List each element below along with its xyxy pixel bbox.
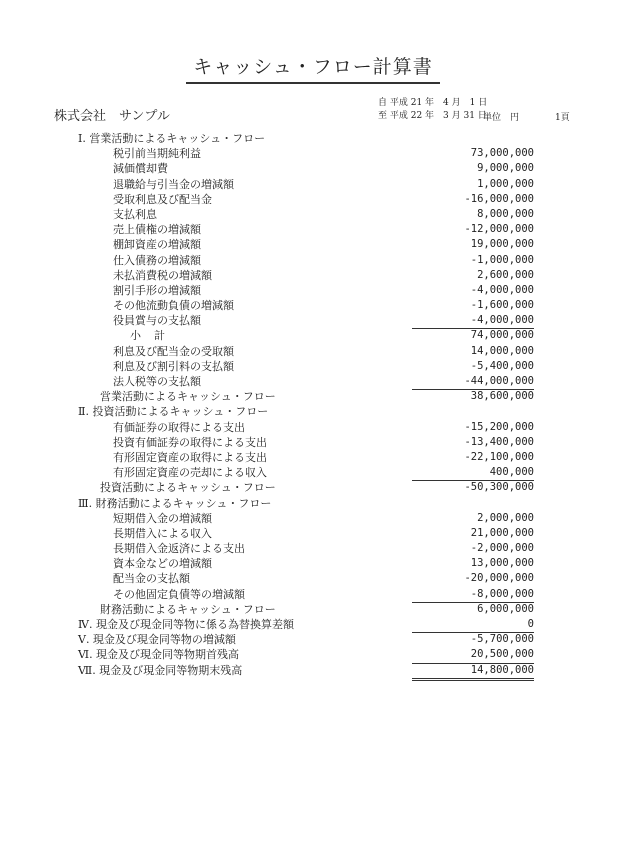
page-number: 1頁 (555, 113, 570, 123)
line-item-row (0, 511, 618, 526)
row-amount: -8,000,000 (412, 587, 534, 603)
line-item-row (0, 298, 618, 313)
row-label: 資本金などの増減額 (113, 557, 212, 571)
row-label: 営業活動によるキャッシュ・フロー (100, 390, 276, 404)
line-item-row (0, 374, 618, 389)
row-label: 長期借入による収入 (113, 526, 212, 540)
line-item-row (0, 237, 618, 252)
row-label: 減価償却費 (113, 162, 168, 176)
section-row (0, 496, 618, 511)
row-amount: -2,000,000 (470, 542, 534, 555)
row-amount: 2,000,000 (477, 511, 534, 524)
row-amount: 74,000,000 (470, 329, 534, 342)
row-label: 利息及び配当金の受取額 (113, 344, 234, 358)
row-label: 法人税等の支払額 (113, 375, 201, 388)
period-from: 自 平成 21 年 4 月 1 日 (378, 98, 488, 108)
row-amount: 20,500,000 (412, 647, 534, 663)
row-label: 未払消費税の増減額 (113, 268, 212, 282)
row-label: Ⅱ. 投資活動によるキャッシュ・フロー (78, 405, 269, 419)
line-item-row (0, 253, 618, 268)
row-amount: -20,000,000 (464, 572, 534, 585)
row-label: 受取利息及び配当金 (113, 192, 212, 206)
row-label: Ⅰ. 営業活動によるキャッシュ・フロー (78, 132, 266, 145)
row-amount: 19,000,000 (470, 238, 534, 251)
row-label: 支払利息 (113, 207, 157, 221)
line-item-row (0, 541, 618, 556)
row-label: 税引前当期純利益 (113, 147, 201, 161)
row-label: 配当金の支払額 (113, 572, 190, 586)
line-item-row (0, 207, 618, 222)
unit-label: 単位 円 (483, 113, 520, 123)
section-row (0, 632, 618, 647)
row-label: 売上債権の増減額 (113, 223, 201, 237)
row-amount: 400,000 (412, 465, 534, 481)
row-label: その他固定負債等の増減額 (113, 587, 245, 601)
statement-table (0, 131, 618, 678)
row-label: 利息及び割引料の支払額 (113, 359, 234, 373)
section-row (0, 131, 618, 146)
line-item-row (0, 192, 618, 207)
row-amount: 0 (412, 617, 534, 633)
row-amount: 73,000,000 (470, 147, 534, 160)
row-amount: -5,700,000 (470, 633, 534, 646)
row-label: 小計 (130, 329, 178, 343)
line-item-row (0, 526, 618, 541)
row-amount: 6,000,000 (477, 602, 534, 615)
row-label: 財務活動によるキャッシュ・フロー (100, 602, 276, 616)
row-label: 有形固定資産の売却による収入 (113, 466, 267, 480)
row-amount: 14,000,000 (470, 344, 534, 357)
row-label: 役員賞与の支払額 (113, 314, 201, 328)
row-amount: -4,000,000 (412, 313, 534, 329)
row-amount: -5,400,000 (470, 359, 534, 372)
line-item-row (0, 556, 618, 571)
row-label: 有価証券の取得による支出 (113, 420, 245, 434)
statement-title: キャッシュ・フロー計算書 (186, 52, 440, 84)
row-label: 仕入債務の増減額 (113, 253, 201, 267)
row-amount: -15,200,000 (464, 420, 534, 433)
subtotal-row (0, 480, 618, 495)
section-row (0, 617, 618, 632)
line-item-row (0, 328, 618, 343)
row-label: その他流動負債の増減額 (113, 299, 234, 313)
line-item-row (0, 222, 618, 237)
row-label: 長期借入金返済による支出 (113, 542, 245, 556)
company-name: 株式会社 サンプル (54, 109, 170, 124)
line-item-row (0, 161, 618, 176)
subtotal-row (0, 389, 618, 404)
row-amount: -4,000,000 (470, 283, 534, 296)
section-row (0, 663, 618, 678)
row-amount: 38,600,000 (470, 390, 534, 403)
subtotal-row (0, 602, 618, 617)
row-amount: -12,000,000 (464, 223, 534, 236)
section-row (0, 647, 618, 662)
row-amount: -16,000,000 (464, 192, 534, 205)
row-label: 投資活動によるキャッシュ・フロー (100, 481, 276, 495)
row-amount: 14,800,000 (412, 663, 534, 681)
row-label: Ⅶ. 現金及び現金同等物期末残高 (78, 663, 243, 677)
line-item-row (0, 283, 618, 298)
row-label: 退職給与引当金の増減額 (113, 177, 234, 191)
line-item-row (0, 420, 618, 435)
row-amount: -1,600,000 (470, 299, 534, 312)
row-label: 投資有価証券の取得による支出 (113, 435, 267, 449)
line-item-row (0, 435, 618, 450)
row-label: Ⅴ. 現金及び現金同等物の増減額 (78, 633, 236, 647)
row-amount: -13,400,000 (464, 435, 534, 448)
row-label: Ⅵ. 現金及び現金同等物期首残高 (78, 648, 240, 662)
period (378, 97, 487, 123)
row-label: 有形固定資産の取得による支出 (113, 450, 267, 464)
line-item-row (0, 344, 618, 359)
line-item-row (0, 313, 618, 328)
row-amount: -50,300,000 (464, 481, 534, 494)
line-item-row (0, 268, 618, 283)
row-amount: 1,000,000 (477, 177, 534, 190)
row-amount: 8,000,000 (477, 207, 534, 220)
period-to: 至 平成 22 年 3 月 31 日 (378, 111, 487, 121)
line-item-row (0, 359, 618, 374)
row-amount: 2,600,000 (477, 268, 534, 281)
row-amount: -1,000,000 (470, 253, 534, 266)
line-item-row (0, 450, 618, 465)
line-item-row (0, 465, 618, 480)
row-label: 割引手形の増減額 (113, 283, 201, 297)
line-item-row (0, 571, 618, 586)
line-item-row (0, 177, 618, 192)
section-row (0, 404, 618, 419)
row-label: Ⅳ. 現金及び現金同等物に係る為替換算差額 (78, 618, 294, 631)
row-label: 短期借入金の増減額 (113, 511, 212, 525)
row-amount: 9,000,000 (477, 162, 534, 175)
row-amount: -22,100,000 (464, 450, 534, 463)
row-amount: -44,000,000 (412, 374, 534, 390)
line-item-row (0, 587, 618, 602)
line-item-row (0, 146, 618, 161)
row-amount: 13,000,000 (470, 557, 534, 570)
row-label: 棚卸資産の増減額 (113, 238, 201, 252)
row-amount: 21,000,000 (470, 526, 534, 539)
row-label: Ⅲ. 財務活動によるキャッシュ・フロー (78, 496, 272, 510)
